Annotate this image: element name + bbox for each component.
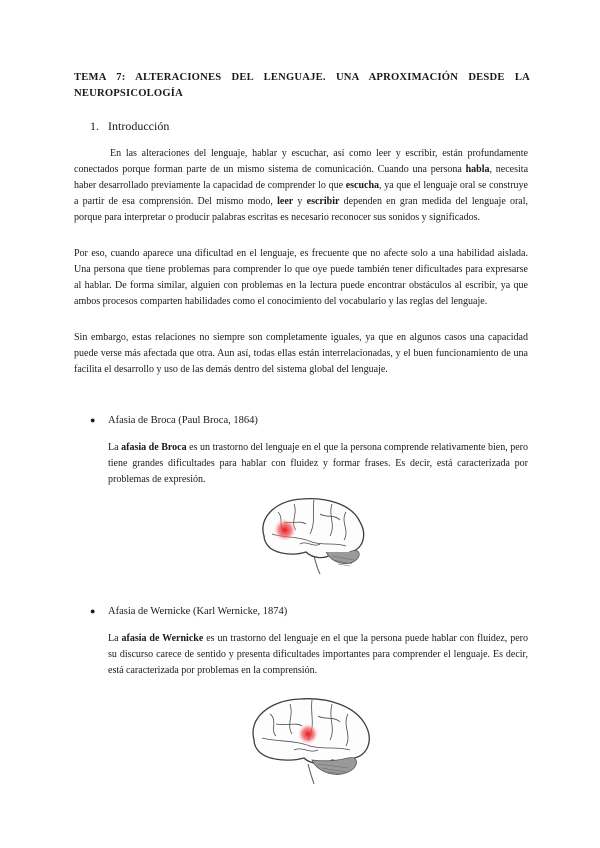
p1-text-2: , necesita haber desarrollado previamente la capacidad de comprender lo que	[74, 164, 529, 191]
paragraph-3: Sin embargo, estas relaciones no siempre son completamente iguales, ya que en algunos casos una capacidad puede verse más afectada que otra. Aun así, todas ellas están interrelacionadas, y el buen funcionamiento de una facilita el desarrollo y uso de las demás dentro del sistema global del lenguaje.	[74, 332, 528, 375]
p1-bold-escucha: escucha	[345, 180, 380, 191]
broca-description	[108, 440, 528, 488]
broca-area-highlight	[273, 518, 297, 542]
p1-bold-habla: habla	[465, 164, 490, 175]
p1-bold-leer: leer	[277, 196, 294, 207]
broca-text-2: es un trastorno del lenguaje en el que la persona comprende relativamente bien, pero tiene grandes dificultades para hablar con fluidez y formar frases. Es decir, está caracterizada por problemas de expresión.	[108, 442, 529, 485]
p1-text-3: , ya que el lenguaje oral se construye a partir de esa comprensión. Del mismo modo,	[74, 180, 528, 207]
bullet-dot: ●	[90, 415, 96, 425]
p1-bold-escribir: escribir	[306, 196, 340, 207]
wernicke-bold-term: afasia de Wernicke	[121, 633, 204, 644]
p1-text-1: En las alteraciones del lenguaje, hablar y escuchar, así como leer y escribir, están profundamente conectados porque forman parte de un mismo sistema de comunicación. Cuando una persona	[74, 148, 528, 175]
brain-wernicke-image	[244, 694, 378, 784]
p1-text-4: y	[293, 196, 307, 207]
bullet-wernicke	[90, 603, 287, 620]
bullet-dot: ●	[90, 606, 96, 616]
wernicke-area-highlight	[297, 723, 319, 745]
paragraph-2: Por eso, cuando aparece una dificultad en el lenguaje, es frecuente que no afecte solo a una habilidad aislada. Una persona que tiene problemas para comprender lo que oye puede también tener dificultades para expresarse al hablar. De forma similar, alguien con problemas en la lectura puede encontrar obstáculos al escribir, ya que ambos procesos comparten habilidades como el conocimiento del vocabulario y las reglas del lenguaje.	[74, 248, 528, 307]
document-title: TEMA 7: ALTERACIONES DEL LENGUAJE. UNA APROXIMACIÓN DESDE LA NEUROPSICOLOGÍA	[74, 72, 530, 99]
bullet-broca	[90, 412, 258, 429]
wernicke-text-2: es un trastorno del lenguaje en el que la persona puede hablar con fluidez, pero su discurso carece de sentido y presenta dificultades importantes para comprender el lenguaje. Es decir, está caracterizada por problemas en la comprensión.	[108, 633, 528, 676]
wernicke-heading: Afasia de Wernicke (Karl Wernicke, 1874)	[108, 606, 288, 617]
section-number: 1.	[90, 119, 99, 133]
broca-heading: Afasia de Broca (Paul Broca, 1864)	[108, 415, 258, 426]
broca-bold-term: afasia de Broca	[121, 442, 187, 453]
p1-text-5: dependen en gran medida del lenguaje oral, porque para interpretar o producir palabras escritas es necesario reconocer sus sonidos y significados.	[74, 196, 529, 223]
broca-text-1: La	[108, 442, 122, 453]
brain-broca-image	[254, 494, 370, 574]
section-label: Introducción	[108, 119, 170, 133]
section-heading	[90, 118, 169, 134]
wernicke-text-1: La	[108, 633, 122, 644]
paragraph-1	[74, 146, 528, 226]
wernicke-description	[108, 631, 528, 679]
